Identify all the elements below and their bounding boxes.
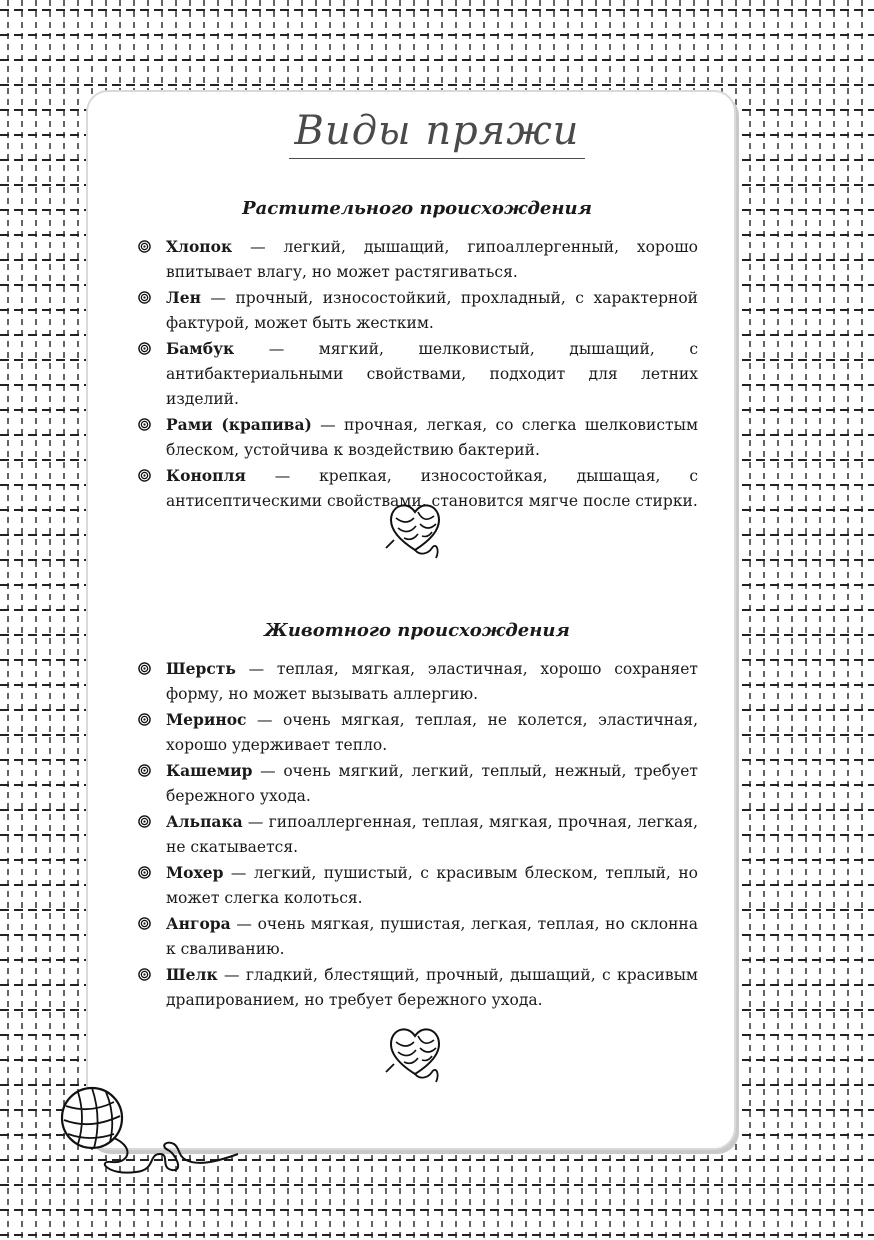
yarn-description: — очень мягкая, пушистая, легкая, теплая, но склонна к сваливанию.	[166, 915, 698, 958]
yarn-description: — очень мягкая, теплая, не колется, эластичная, хорошо удерживает тепло.	[166, 711, 698, 754]
concentric-circle-icon	[138, 418, 151, 431]
yarn-description: — теплая, мягкая, эластичная, хорошо сохраняет форму, но может вызывать аллергию.	[166, 660, 698, 703]
yarn-name: Хлопок	[166, 237, 233, 256]
yarn-name: Шелк	[166, 965, 218, 984]
yarn-list-item	[138, 285, 698, 336]
concentric-circle-icon	[138, 662, 151, 675]
yarn-list-item	[138, 656, 698, 707]
yarn-description: — гладкий, блестящий, прочный, дышащий, с красивым драпированием, но требует бережного ухода.	[166, 966, 698, 1009]
yarn-list-item	[138, 911, 698, 962]
yarn-description: — легкий, дышащий, гипоаллергенный, хорошо впитывает влагу, но может растягиваться.	[166, 238, 698, 281]
section-heading-plant: Растительного происхождения	[242, 198, 592, 219]
yarn-description: — гипоаллергенная, теплая, мягкая, прочная, легкая, не скатывается.	[166, 813, 698, 856]
yarn-list-item	[138, 962, 698, 1013]
yarn-description: — прочный, износостойкий, прохладный, с характерной фактурой, может быть жестким.	[166, 289, 698, 332]
yarn-heart-icon	[384, 496, 446, 568]
yarn-list-item	[138, 809, 698, 860]
yarn-name: Конопля	[166, 466, 246, 485]
yarn-list-item	[138, 860, 698, 911]
yarn-list-item	[138, 336, 698, 412]
concentric-circle-icon	[138, 968, 151, 981]
yarn-name: Альпака	[166, 812, 243, 831]
yarn-list-item	[138, 234, 698, 285]
yarn-name: Кашемир	[166, 761, 253, 780]
concentric-circle-icon	[138, 917, 151, 930]
concentric-circle-icon	[138, 764, 151, 777]
yarn-description: — очень мягкий, легкий, теплый, нежный, требует бережного ухода.	[166, 762, 698, 805]
yarn-name: Мохер	[166, 863, 224, 882]
yarn-name: Меринос	[166, 710, 247, 729]
page-title: Виды пряжи	[289, 108, 586, 159]
yarn-description: — крепкая, износостойкая, дышащая, с антисептическими свойствами, становится мягче после стирки.	[166, 467, 698, 510]
concentric-circle-icon	[138, 815, 151, 828]
yarn-heart-icon	[384, 1020, 446, 1092]
yarn-list-item	[138, 758, 698, 809]
yarn-list-item	[138, 707, 698, 758]
yarn-description: — легкий, пушистый, с красивым блеском, теплый, но может слегка колоться.	[166, 864, 698, 907]
yarn-name: Шерсть	[166, 659, 236, 678]
concentric-circle-icon	[138, 240, 151, 253]
concentric-circle-icon	[138, 469, 151, 482]
title-wrap	[0, 108, 874, 159]
yarn-name: Лен	[166, 288, 201, 307]
plant-yarn-list	[138, 234, 698, 514]
yarn-description: — мягкий, шелковистый, дышащий, с антибактериальными свойствами, подходит для летних изделий.	[166, 340, 698, 408]
yarn-description: — прочная, легкая, со слегка шелковистым блеском, устойчива к воздействию бактерий.	[166, 416, 698, 459]
yarn-list-item	[138, 412, 698, 463]
concentric-circle-icon	[138, 291, 151, 304]
yarn-name: Ангора	[166, 914, 231, 933]
yarn-name: Бамбук	[166, 339, 235, 358]
yarn-ball-icon	[56, 1084, 246, 1184]
yarn-name: Рами (крапива)	[166, 415, 312, 434]
concentric-circle-icon	[138, 866, 151, 879]
concentric-circle-icon	[138, 342, 151, 355]
section-heading-animal: Животного происхождения	[264, 620, 570, 641]
concentric-circle-icon	[138, 713, 151, 726]
animal-yarn-list	[138, 656, 698, 1013]
